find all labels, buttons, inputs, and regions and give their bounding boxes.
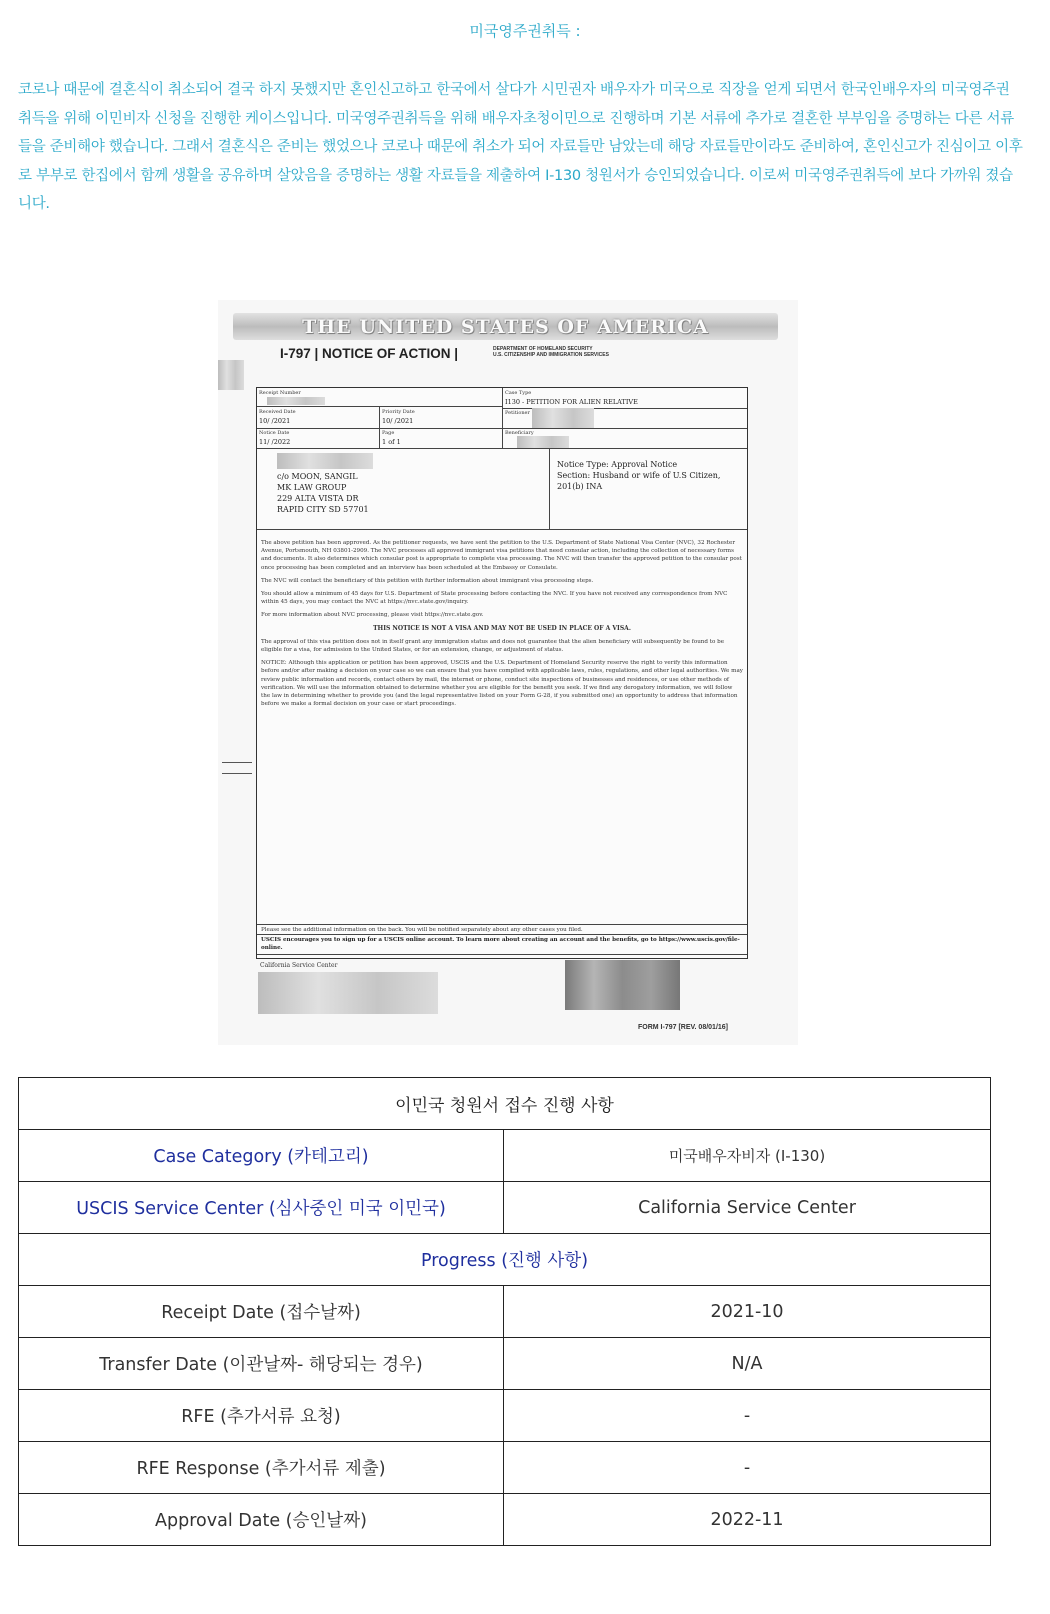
beneficiary-label: Beneficiary [505,430,534,436]
row-label: RFE (추가서류 요청) [19,1390,504,1442]
case-type-label: Case Type [505,390,532,396]
row-label: RFE Response (추가서류 제출) [19,1442,504,1494]
row-value: 2021-10 [504,1286,991,1338]
intro-paragraph: 코로나 때문에 결혼식이 취소되어 결국 하지 못했지만 혼인신고하고 한국에서 살다가 시민권자 배우자가 미국으로 직장을 얻게 되면서 한국인배우자의 미국영주권취득을 위해 이민비자 신청을 진행한 케이스입니다. 미국영주권취득을 위해 배우자초청이민으로 진행하며 기본 서류에 추가로 결혼한 부부임을 증명하는 다른 서류들을 준비해야 했습니다. 그래서 결혼식은 준비는 했었으나 코로나 때문에 취소가 되어 자료들만 남았는데 해당 자료들만이라도 준비하여, 혼인신고가 진심이고 이후로 부부로 한집에서 함께 생활을 공유하며 살았음을 증명하는 생활 자료들을 제출하여 I-130 청원서가 승인되었습니다. 이로써 미국영주권취득에 보다 가까워 졌습니다. [18,82,1023,212]
redaction-block [277,453,373,469]
priority-date-value: 10/ /2021 [382,417,414,425]
address-line: RAPID CITY SD 57701 [277,505,369,514]
redaction-block [517,436,569,448]
case-category-label: Case Category (카테고리) [19,1130,504,1182]
progress-table [18,1077,991,1546]
row-value: - [504,1442,991,1494]
row-value: N/A [504,1338,991,1390]
redaction-block [532,408,594,428]
dhs-line1: DEPARTMENT OF HOMELAND SECURITY [493,346,593,352]
notice-type-block [557,459,742,492]
notice-warning: THIS NOTICE IS NOT A VISA AND MAY NOT BE USED IN PLACE OF A VISA. [373,624,631,632]
petitioner-label: Petitioner [505,410,530,416]
received-date-label: Received Date [259,409,296,415]
notice-paragraph: The approval of this visa petition does not in itself grant any immigration status and does not guarantee that the alien beneficiary will subsequently be found to be eligible for a visa, for admission to the United States, or for an extension, change, or adjustment of status. [261,638,725,654]
table-title: 이민국 청원서 접수 진행 사항 [19,1078,991,1130]
table-row [19,1338,991,1390]
dhs-line2: U.S. CITIZENSHIP AND IMMIGRATION SERVICES [493,352,609,358]
notice-paragraph: You should allow a minimum of 45 days for U.S. Department of State processing before contacting the NVC. If you have not received any correspondence from NVC within 45 days, you may contact the NVC at https://nvc.state.gov/inquiry. [261,591,728,606]
notice-footer-note: Please see the additional information on the back. You will be notified separately about any other cases you filed. [261,927,583,933]
redaction-block [258,972,438,1014]
address-line: c/o MOON, SANGIL [277,472,358,481]
row-label: Approval Date (승인날짜) [19,1494,504,1546]
notice-type: Notice Type: Approval Notice [557,460,678,469]
notice-date-label: Notice Date [259,430,290,436]
notice-section: Section: Husband or wife of U.S Citizen, 201(b) INA [557,471,721,491]
notice-paragraph: NOTICE: Although this application or petition has been approved, USCIS and the U.S. Department of Homeland Security reserve the right to verify this information before and/or after making a decision on your case so we can ensure that you have complied with applicable laws, rules, regulations, and other legal authorities. We may review public information and records, contact others by mail, the internet or phone, conduct site inspections of businesses and residences, or use other methods of verification. We will use the information obtained to determine whether you are eligible for the benefit you seek. If we find any derogatory information, we will follow the law in determining whether to provide you (and the legal representative listed on your Form G-28, if you submitted one) an opportunity to address that information before we make a formal decision on your case or start proceedings. [261,660,743,708]
receipt-number-label: Receipt Number [259,390,301,396]
page-value: 1 of 1 [382,438,401,446]
received-date-value: 10/ /2021 [259,417,291,425]
notice-title: I-797 | NOTICE OF ACTION | [280,346,459,361]
table-row [19,1286,991,1338]
service-center-label: California Service Center [260,962,338,969]
table-row [19,1442,991,1494]
page-label: Page [382,430,395,436]
progress-header: Progress (진행 사항) [19,1234,991,1286]
notice-form [256,387,748,959]
case-category-value: 미국배우자비자 (I-130) [504,1130,991,1182]
notice-footer-online: USCIS encourages you to sign up for a USCIS online account. To learn more about creating an account and the benefits, go to https://www.uscis.gov/file-online. [261,937,740,951]
mailing-address [277,471,369,515]
notice-date-value: 11/ /2022 [259,438,291,446]
priority-date-label: Priority Date [382,409,415,415]
table-row [19,1182,991,1234]
table-row [19,1494,991,1546]
table-row [19,1234,991,1286]
notice-body [261,539,743,713]
form-number: FORM I-797 [REV. 08/01/16] [638,1024,729,1031]
address-line: MK LAW GROUP [277,483,347,492]
table-row [19,1078,991,1130]
redaction-block [218,360,244,390]
scan-margin-mark [222,762,252,774]
row-label: Transfer Date (이관날짜- 해당되는 경우) [19,1338,504,1390]
row-value: - [504,1390,991,1442]
case-type-value: I130 - PETITION FOR ALIEN RELATIVE [505,398,638,406]
notice-paragraph: For more information about NVC processing, please visit https://nvc.state.gov. [261,612,484,619]
table-row [19,1390,991,1442]
i797-notice-image [218,300,798,1045]
row-value: 2022-11 [504,1494,991,1546]
notice-paragraph: The above petition has been approved. As the petitioner requests, we have sent the petition to the U.S. Department of State National Visa Center (NVC), 32 Rochester Avenue, Portsmouth, NH 03801-2909. The NVC processes all approved immigrant visa petitions that need consular action, including the collection of necessary forms and documents. It also determines which consular post is appropriate to complete visa processing. The NVC will then transfer the approved petition to the consular post once processing has been completed and an interview has been scheduled at the Embassy or Consulate. [261,540,742,571]
notice-paragraph: The NVC will contact the beneficiary of this petition with further information about immigrant visa processing steps. [261,577,594,584]
address-line: 229 ALTA VISTA DR [277,494,359,503]
service-center-value: California Service Center [504,1182,991,1234]
table-row [19,1130,991,1182]
notice-banner: THE UNITED STATES OF AMERICA [233,313,778,340]
redaction-block [565,960,680,1010]
page-heading: 미국영주권취득 : [469,22,581,40]
service-center-label-cell: USCIS Service Center (심사중인 미국 이민국) [19,1182,504,1234]
dhs-label [493,346,609,358]
redaction-block [267,397,325,405]
row-label: Receipt Date (접수날짜) [19,1286,504,1338]
